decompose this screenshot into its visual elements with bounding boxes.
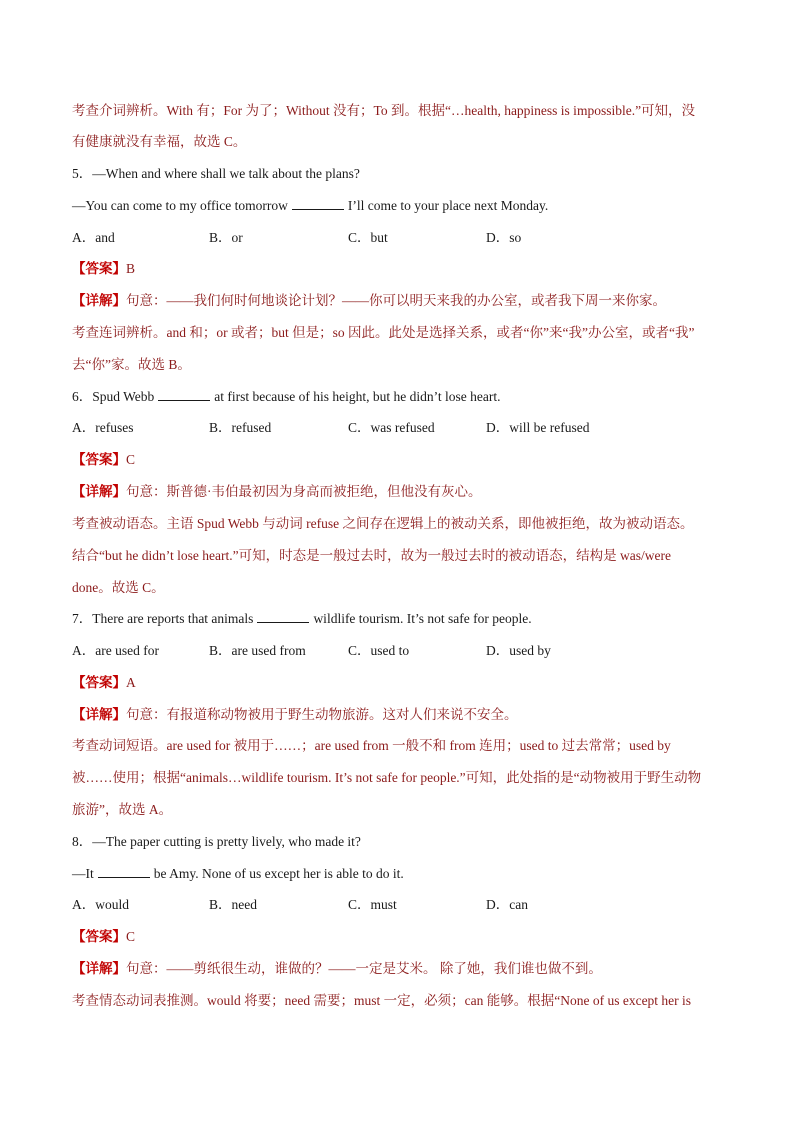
option-b: B．need — [209, 897, 257, 912]
question-text: 7．There are reports that animals — [72, 611, 254, 626]
question-6-detail — [72, 482, 722, 502]
option-b: B．refused — [209, 420, 272, 435]
question-7-stem — [72, 609, 722, 629]
explanation-line: 考查情态动词表推测。would 将要；need 需要；must 一定，必须；can 能够。根据“None of us except her is — [72, 993, 692, 1008]
option-b: B．or — [209, 230, 243, 245]
detail-text: 句意：斯普德·韦伯最初因为身高而被拒绝，但他没有灰心。 — [126, 484, 482, 499]
detail-text: 句意：——剪纸很生动，谁做的？——一定是艾米。 除了她，我们谁也做不到。 — [126, 961, 602, 976]
detail-text: 句意：——我们何时何地谈论计划？——你可以明天来我的办公室，或者我下周一来你家。 — [126, 293, 666, 308]
question-7-answer — [72, 673, 722, 693]
option-d: D．will be refused — [486, 420, 590, 435]
answer-blank — [292, 197, 344, 210]
option-b: B．are used from — [209, 643, 306, 658]
question-5-detail — [72, 291, 722, 311]
answer-blank — [158, 388, 210, 401]
question-text: —It — [72, 866, 94, 881]
explanation-line: 有健康就没有幸福，故选 C。 — [72, 134, 247, 149]
question-5-line2 — [72, 196, 722, 216]
question-5-answer — [72, 259, 722, 279]
detail-tag: 【详解】 — [72, 484, 126, 499]
explanation-line: 被……使用；根据“animals…wildlife tourism. It’s not safe for people.”可知，此处指的是“动物被用于野生动物 — [72, 770, 702, 785]
option-d: D．can — [486, 897, 528, 912]
explanation-line: 考查动词短语。are used for 被用于……；are used from 一般不和 from 连用；used to 过去常常；used by — [72, 738, 671, 753]
explanation-line: 去“你”家。故选 B。 — [72, 357, 191, 372]
detail-text: 句意：有报道称动物被用于野生动物旅游。这对人们来说不安全。 — [126, 707, 518, 722]
option-c: C．used to — [348, 643, 410, 658]
option-a: A．refuses — [72, 420, 134, 435]
option-c: C．must — [348, 897, 397, 912]
option-a: A．would — [72, 897, 129, 912]
question-7-detail — [72, 705, 722, 725]
option-d: D．used by — [486, 643, 551, 658]
option-a: A．and — [72, 230, 115, 245]
question-text: —You can come to my office tomorrow — [72, 198, 288, 213]
question-text: I’ll come to your place next Monday. — [347, 198, 549, 213]
option-c: C．but — [348, 230, 388, 245]
question-text: at first because of his height, but he didn’t lose heart. — [214, 389, 501, 404]
explanation-line: 考查连词辨析。and 和；or 或者；but 但是；so 因此。此处是选择关系，或者“你”来“我”办公室，或者“我” — [72, 325, 695, 340]
question-8-stem: 8．—The paper cutting is pretty lively, who made it? — [72, 834, 361, 849]
answer-value: B — [126, 261, 136, 276]
question-6-answer — [72, 450, 722, 470]
answer-value: C — [126, 929, 136, 944]
explanation-line: 结合“but he didn’t lose heart.”可知，时态是一般过去时，故为一般过去时的被动语态，结构是 was/were — [72, 548, 671, 563]
question-5-stem: 5．—When and where shall we talk about the plans? — [72, 166, 360, 181]
explanation-line: 考查被动语态。主语 Spud Webb 与动词 refuse 之间存在逻辑上的被动关系，即他被拒绝，故为被动语态。 — [72, 516, 694, 531]
question-6-stem — [72, 387, 722, 407]
explanation-line: 考查介词辨析。With 有；For 为了；Without 没有；To 到。根据“…health, happiness is impossible.”可知，没 — [72, 103, 696, 118]
question-text: be Amy. None of us except her is able to do it. — [153, 866, 404, 881]
option-d: D．so — [486, 230, 522, 245]
answer-tag: 【答案】 — [72, 929, 126, 944]
question-8-detail — [72, 959, 722, 979]
question-text: wildlife tourism. It’s not safe for people. — [313, 611, 532, 626]
question-8-answer — [72, 927, 722, 947]
detail-tag: 【详解】 — [72, 293, 126, 308]
answer-value: A — [126, 675, 136, 690]
option-a: A．are used for — [72, 643, 159, 658]
option-c: C．was refused — [348, 420, 435, 435]
explanation-line: 旅游”，故选 A。 — [72, 802, 173, 817]
answer-tag: 【答案】 — [72, 261, 126, 276]
answer-tag: 【答案】 — [72, 675, 126, 690]
question-text: 6．Spud Webb — [72, 389, 155, 404]
question-8-line2 — [72, 864, 722, 884]
answer-blank — [257, 610, 309, 623]
explanation-line: done。故选 C。 — [72, 580, 165, 595]
answer-value: C — [126, 452, 136, 467]
detail-tag: 【详解】 — [72, 707, 126, 722]
answer-tag: 【答案】 — [72, 452, 126, 467]
detail-tag: 【详解】 — [72, 961, 126, 976]
answer-blank — [98, 865, 150, 878]
